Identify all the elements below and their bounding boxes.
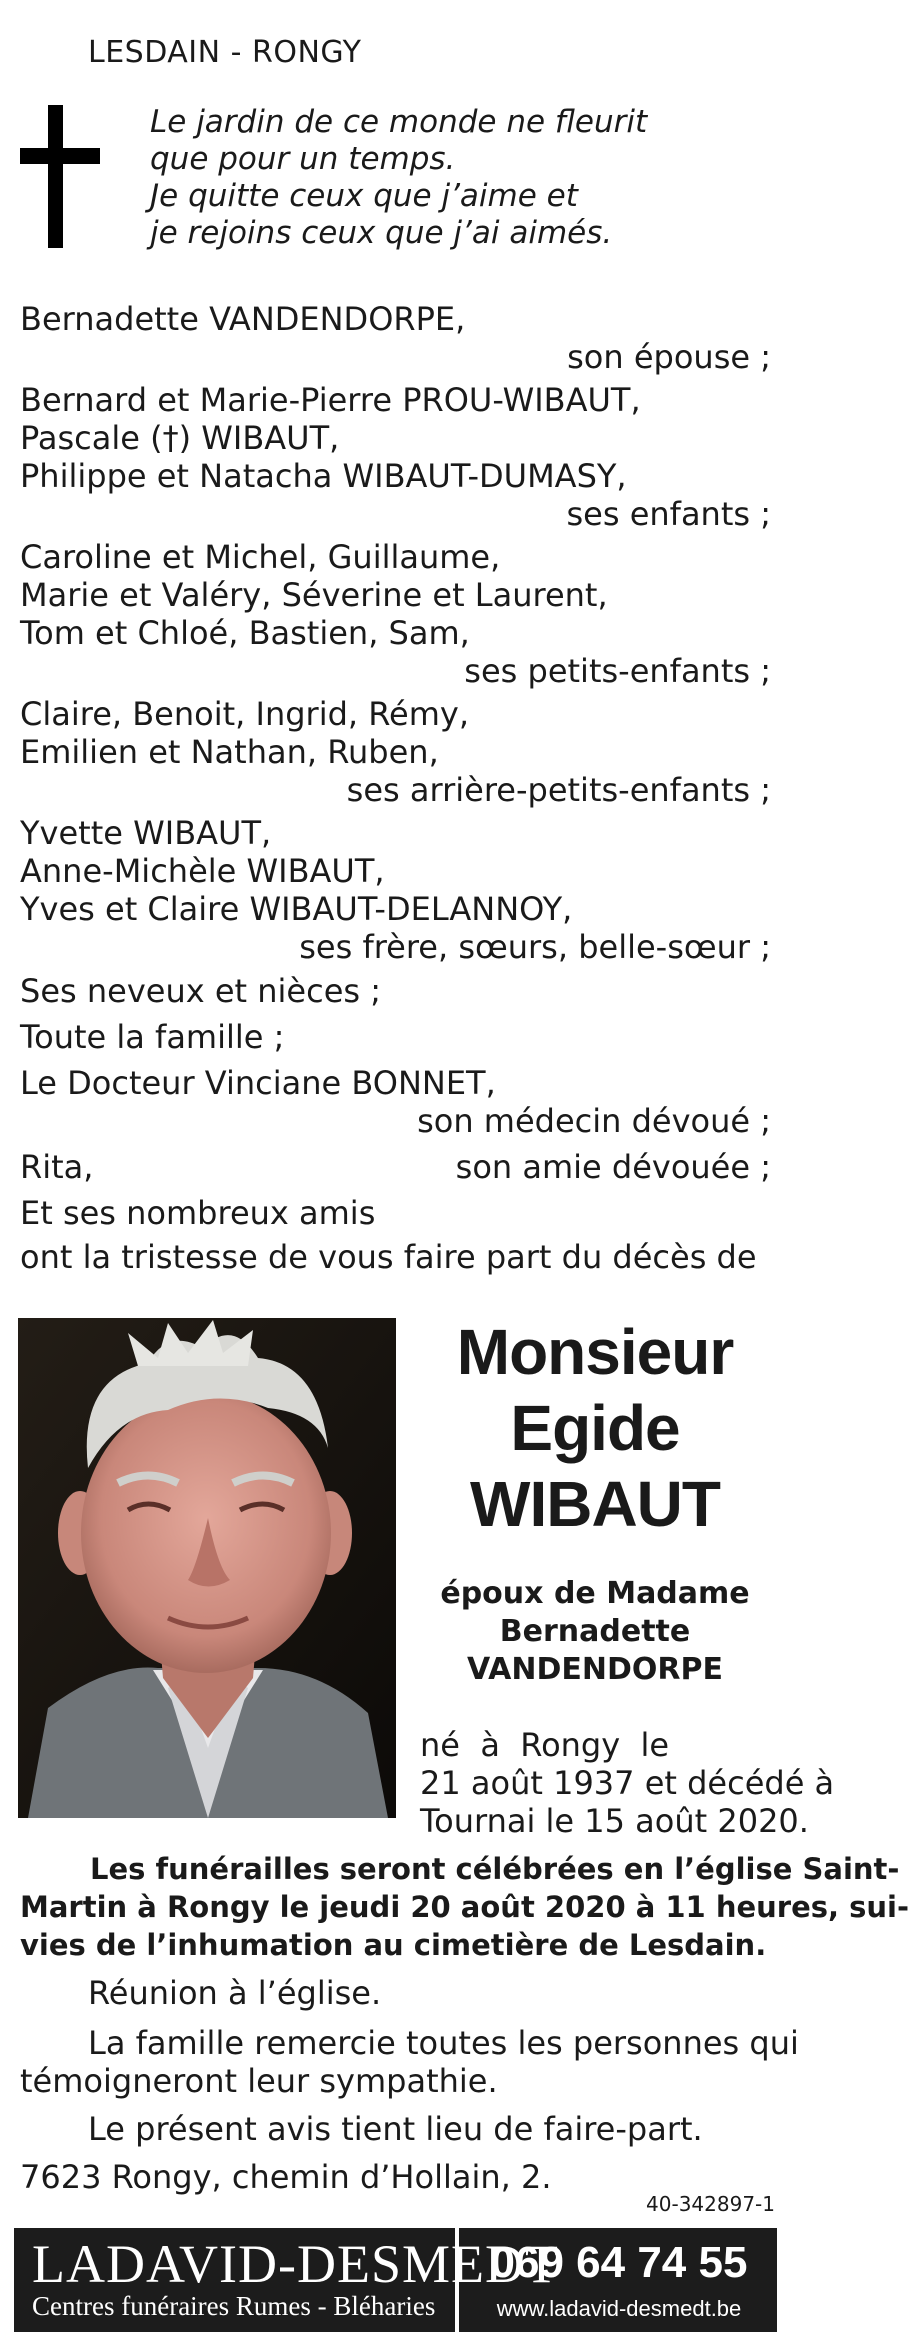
address-line: 7623 Rongy, chemin d’Hollain, 2. bbox=[20, 2158, 552, 2196]
funeral-line: Les funérailles seront célébrées en l’église Saint- bbox=[90, 1852, 900, 1886]
siblings-role: ses frère, sœurs, belle-sœur ; bbox=[299, 928, 771, 966]
sibling-line: Anne-Michèle WIBAUT, bbox=[20, 852, 385, 890]
poem-line: Je quitte ceux que j’aime et bbox=[150, 178, 578, 214]
nephews-line: Ses neveux et nièces ; bbox=[20, 972, 381, 1010]
doctor-role: son médecin dévoué ; bbox=[417, 1102, 771, 1140]
friend-role: son amie dévouée ; bbox=[455, 1148, 771, 1186]
doctor-name: Le Docteur Vinciane BONNET, bbox=[20, 1064, 496, 1102]
deceased-title: Monsieur bbox=[456, 1316, 734, 1388]
website-link[interactable]: www.ladavid-desmedt.be bbox=[496, 2296, 742, 2321]
poem-line: que pour un temps. bbox=[150, 141, 456, 177]
family-all-line: Toute la famille ; bbox=[20, 1018, 285, 1056]
header-place: LESDAIN - RONGY bbox=[88, 35, 362, 70]
funeral-line: vies de l’inhumation au cimetière de Lesdain. bbox=[20, 1928, 767, 1962]
grandchildren-role: ses petits-enfants ; bbox=[464, 652, 771, 690]
spouse-of-line: époux de Madame bbox=[440, 1576, 750, 1611]
child-line: Pascale (†) WIBAUT, bbox=[20, 419, 340, 457]
child-line: Philippe et Natacha WIBAUT-DUMASY, bbox=[20, 457, 627, 495]
spouse-name: Bernadette VANDENDORPE, bbox=[20, 300, 466, 338]
poem-line: Le jardin de ce monde ne fleurit bbox=[150, 104, 648, 140]
birth-line: né à Rongy le bbox=[420, 1726, 670, 1764]
thanks-line: La famille remercie toutes les personnes qui bbox=[88, 2024, 799, 2062]
grandchild-line: Caroline et Michel, Guillaume, bbox=[20, 538, 501, 576]
portrait-photo bbox=[18, 1318, 396, 1818]
announcement-line: ont la tristesse de vous faire part du décès de bbox=[20, 1238, 757, 1276]
deceased-last-name: WIBAUT bbox=[470, 1468, 720, 1540]
funeral-line: Martin à Rongy le jeudi 20 août 2020 à 11 heures, sui- bbox=[20, 1890, 909, 1924]
brand-name: LADAVID-DESMEDT bbox=[32, 2234, 559, 2294]
spouse-role: son épouse ; bbox=[567, 338, 771, 376]
great-grandchild-line: Claire, Benoit, Ingrid, Rémy, bbox=[20, 695, 469, 733]
sibling-line: Yvette WIBAUT, bbox=[20, 814, 272, 852]
spouse-of-line: Bernadette bbox=[499, 1614, 691, 1649]
great-grandchildren-role: ses arrière-petits-enfants ; bbox=[346, 771, 771, 809]
poem-line: je rejoins ceux que j’ai aimés. bbox=[150, 215, 613, 251]
spouse-of-line: VANDENDORPE bbox=[467, 1652, 723, 1687]
reference-number: 40-342897-1 bbox=[646, 2192, 775, 2216]
birth-line: Tournai le 15 août 2020. bbox=[420, 1802, 809, 1840]
birth-line: 21 août 1937 et décédé à bbox=[420, 1764, 835, 1802]
thanks-line: témoigneront leur sympathie. bbox=[20, 2062, 498, 2100]
cross-icon-bar bbox=[20, 148, 100, 164]
grandchild-line: Tom et Chloé, Bastien, Sam, bbox=[20, 614, 470, 652]
grandchild-line: Marie et Valéry, Séverine et Laurent, bbox=[20, 576, 608, 614]
notice-line: Le présent avis tient lieu de faire-part. bbox=[88, 2110, 703, 2148]
deceased-first-name: Egide bbox=[510, 1392, 680, 1464]
phone-number[interactable]: 069 64 74 55 bbox=[490, 2238, 748, 2287]
reunion-line: Réunion à l’église. bbox=[88, 1974, 382, 2012]
friend-name: Rita, bbox=[20, 1148, 94, 1186]
children-role: ses enfants ; bbox=[566, 495, 771, 533]
brand-tagline: Centres funéraires Rumes - Bléharies bbox=[32, 2291, 436, 2321]
great-grandchild-line: Emilien et Nathan, Ruben, bbox=[20, 733, 439, 771]
friends-line: Et ses nombreux amis bbox=[20, 1194, 376, 1232]
sibling-line: Yves et Claire WIBAUT-DELANNOY, bbox=[20, 890, 573, 928]
child-line: Bernard et Marie-Pierre PROU-WIBAUT, bbox=[20, 381, 641, 419]
cross-icon bbox=[48, 105, 63, 248]
